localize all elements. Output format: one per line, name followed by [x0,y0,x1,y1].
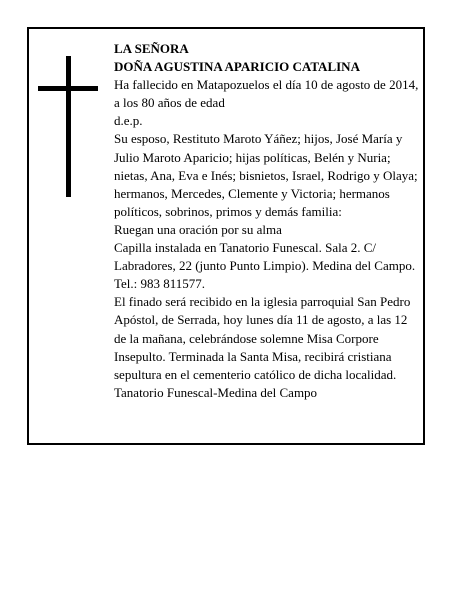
title-honorific: LA SEÑORA [114,41,189,56]
funeral-home: Tanatorio Funescal-Medina del Campo [114,384,318,400]
prayer-request: Ruegan una oración por su alma [114,221,282,237]
cross-horizontal-bar [38,86,98,91]
notice-text [114,40,419,402]
obituary-notice [27,27,425,445]
death-info: Ha fallecido en Matapozuelos el día 10 de agosto de 2014, a los 80 años de edad [114,77,419,111]
cross-vertical-bar [66,56,71,197]
dep-text: d.e.p. [114,113,143,129]
deceased-name: DOÑA AGUSTINA APARICIO CATALINA [114,59,360,75]
funeral-info: El finado será recibido en la iglesia parroquial San Pedro Apóstol, de Serrada, hoy lunes día 11 de agosto, a las 12 de la mañana, celebrándose solemne Misa Corpore Insepulto. Terminada la Santa Misa, recibirá cristiana sepultura en el cementerio católico de dicha localidad. [114,294,411,382]
chapel-info: Capilla instalada en Tanatorio Funescal. Sala 2. C/ Labradores, 22 (junto Punto Limpio). Medina del Campo. Tel.: 983 811577. [114,240,416,292]
family-list: Su esposo, Restituto Maroto Yáñez; hijos, José María y Julio Maroto Aparicio; hijas políticas, Belén y Nuria; nietas, Ana, Eva e Inés; bisnietos, Israel, Rodrigo y Olaya; hermanos, Mercedes, Clemente y Victoria; hermanos políticos, sobrinos, primos y demás familia: [114,131,418,219]
